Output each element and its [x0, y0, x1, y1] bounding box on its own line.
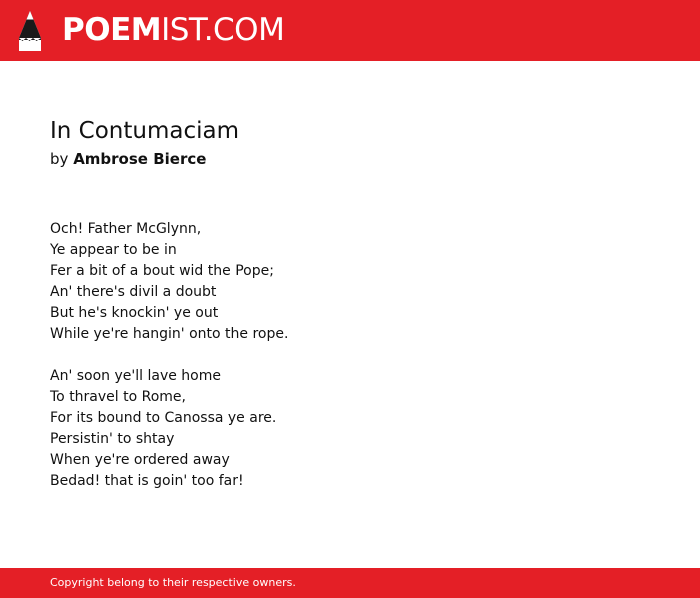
poem-title: In Contumaciam	[50, 118, 240, 144]
pencil-icon[interactable]	[17, 10, 43, 52]
poem-line: Fer a bit of a bout wid the Pope;	[50, 263, 274, 279]
site-header	[0, 0, 700, 61]
stanza	[50, 366, 288, 492]
poem-line: To thravel to Rome,	[50, 389, 186, 405]
site-footer	[0, 568, 700, 598]
poem-line: Bedad! that is goin' too far!	[50, 473, 244, 489]
by-label: by	[50, 150, 69, 168]
byline	[50, 149, 206, 169]
poem-line: But he's knockin' ye out	[50, 305, 219, 321]
poem-line: When ye're ordered away	[50, 452, 230, 468]
poem-line: Och! Father McGlynn,	[50, 221, 202, 237]
poem-line: An' there's divil a doubt	[50, 284, 217, 300]
logo-text-bold: POEM	[62, 12, 162, 48]
logo-text-light: IST.COM	[161, 12, 285, 48]
stanza	[50, 219, 288, 345]
poem-line: Ye appear to be in	[50, 242, 177, 258]
poem-line: An' soon ye'll lave home	[50, 368, 221, 384]
poem-body	[50, 219, 288, 513]
copyright-notice: Copyright belong to their respective owners.	[50, 576, 296, 589]
poem-line: For its bound to Canossa ye are.	[50, 410, 277, 426]
poem-line: While ye're hangin' onto the rope.	[50, 326, 289, 342]
author-name[interactable]: Ambrose Bierce	[73, 150, 207, 168]
poem-line: Persistin' to shtay	[50, 431, 175, 447]
site-logo[interactable]	[62, 12, 284, 48]
